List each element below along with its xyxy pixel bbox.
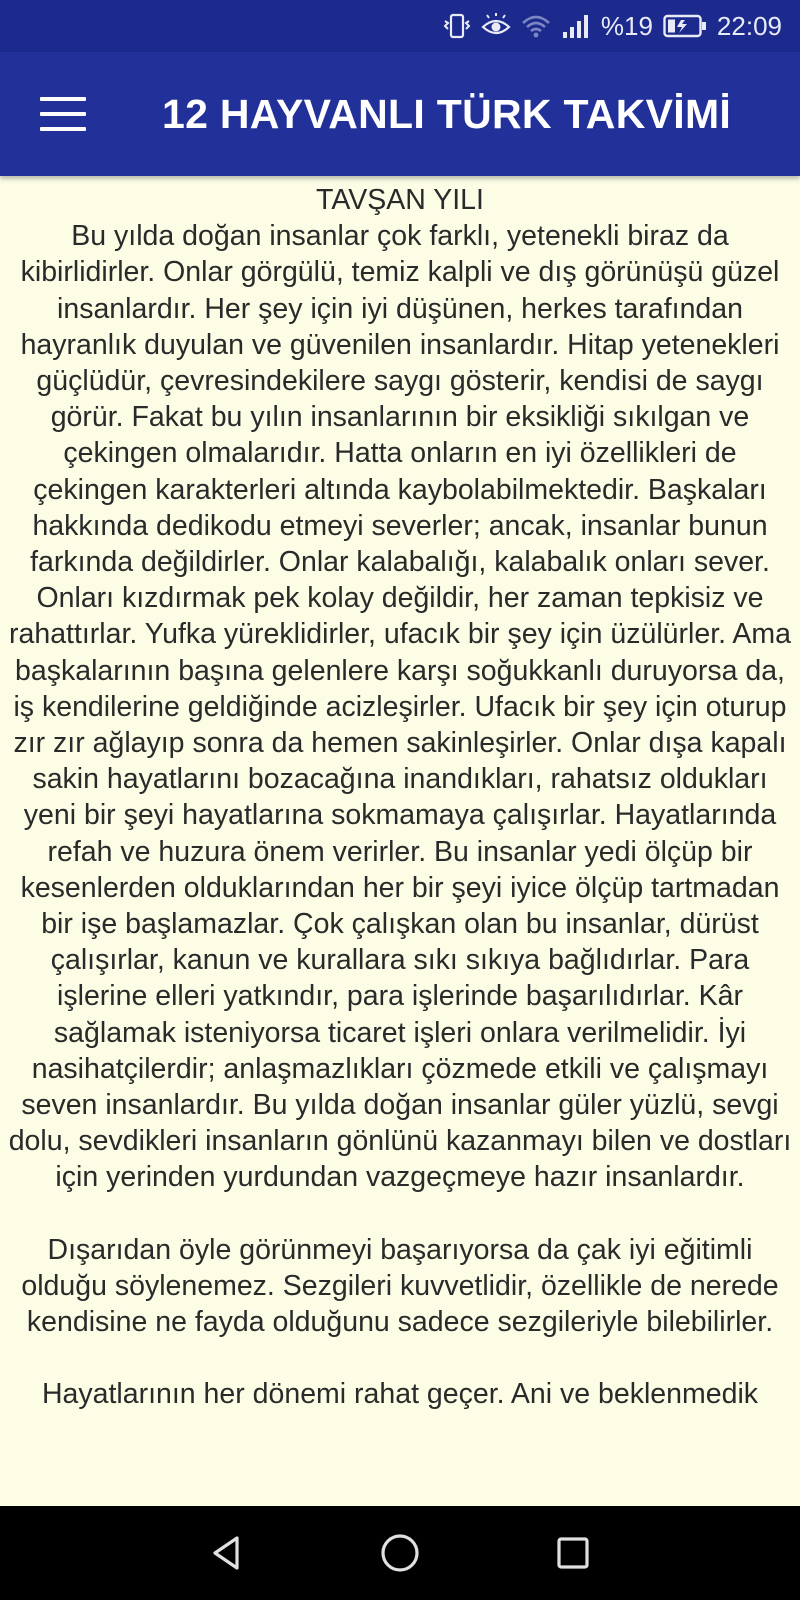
battery-percent: %19 (600, 10, 653, 41)
recents-square-icon[interactable] (543, 1523, 603, 1583)
article-content[interactable] (0, 176, 800, 1506)
article-paragraph-3: Hayatlarının her dönemi rahat geçer. Ani ve beklenmedik (41, 1378, 759, 1411)
article-paragraph-2: Dışarıdan öyle görünmeyi başarıyorsa da çak iyi eğitimli olduğu söylenemez. Sezgileri kuvvetlidir, özellikle de nerede kendisine ne fayda olduğunu sadece sezgileriyle bilebilirler. (21, 1233, 779, 1339)
vibrate-icon (443, 13, 471, 39)
paragraph-spacer (4, 1196, 796, 1232)
article-paragraph-1: Bu yılda doğan insanlar çok farklı, yetenekli biraz da kibirlidirler. Onlar görgülü, temiz kalpli ve dış görünüşü güzel insanlardır. Her şey için iyi düşünen, herkes tarafından hayranlık duyulan ve güvenilen insanlardır. Hitap yetenekleri güçlüdür, çevresindekilere saygı gösterir, kendisi de saygı görür. Fakat bu yılın insanlarının bir eksikliği sıkılgan ve çekingen olmalarıdır. Hatta onların en iyi özellikleri de çekingen karakterleri altında kaybolabilmektedir. Başkaları hakkında dedikodu etmeyi severler; ancak, insanlar bunun farkında değildirler. Onlar kalabalığı, kalabalık onları sever. Onları kızdırmak pek kolay değildir, her zaman tepkisiz ve rahattırlar. Yufka yüreklidirler, ufacık bir şey için üzülürler. Ama başkalarının başına gelenlere karşı soğukkanlı duruyorsa da, iş kendilerine geldiğinde acizleşirler. Ufacık bir şey için oturup zır zır ağlayıp sonra da hemen sakinleşirler. Onlar dışa kapalı sakin hayatlarını bozacağına inandıkları, rahatsız oldukları yeni bir şeyi hayatlarına sokmamaya çalışırlar. Hayatlarında refah ve huzura önem verirler. Bu insanlar yedi ölçüp bir kesenlerden olduklarından her bir şeyi iyice ölçüp tartmadan bir işe başlamazlar. Çok çalışkan olan bu insanlar, dürüst çalışırlar, kanun ve kurallara sıkı sıkıya bağlıdırlar. Para işlerine elleri yatkındır, para işlerinde başarılıdırlar. Kâr sağlamak isteniyorsa ticaret işleri onlara verilmelidir. İyi nasihatçilerdir; anlaşmazlıkları çözmede etkili ve çalışmayı seven insanlardır. Bu yılda doğan insanlar güler yüzlü, sevgi dolu, sevdikleri insanların gönlünü kazanmayı bilen ve dostları için yerinden yurdundan vazgeçmeye hazır insanlardır. (8, 220, 792, 1194)
wifi-icon (521, 13, 551, 39)
signal-icon (561, 14, 591, 38)
home-circle-icon[interactable] (370, 1523, 430, 1583)
navigation-bar (0, 1506, 800, 1600)
back-triangle-icon[interactable] (197, 1523, 257, 1583)
app-bar (0, 52, 800, 176)
paragraph-spacer (4, 1340, 796, 1376)
hamburger-menu-icon[interactable] (40, 97, 86, 131)
article-heading: TAVŞAN YILI (316, 184, 484, 216)
clock: 22:09 (716, 10, 782, 41)
status-bar (0, 0, 800, 52)
battery-charging-icon (663, 14, 707, 38)
app-title: 12 HAYVANLI TÜRK TAKVİMİ (162, 90, 732, 137)
eye-comfort-icon (481, 13, 511, 39)
